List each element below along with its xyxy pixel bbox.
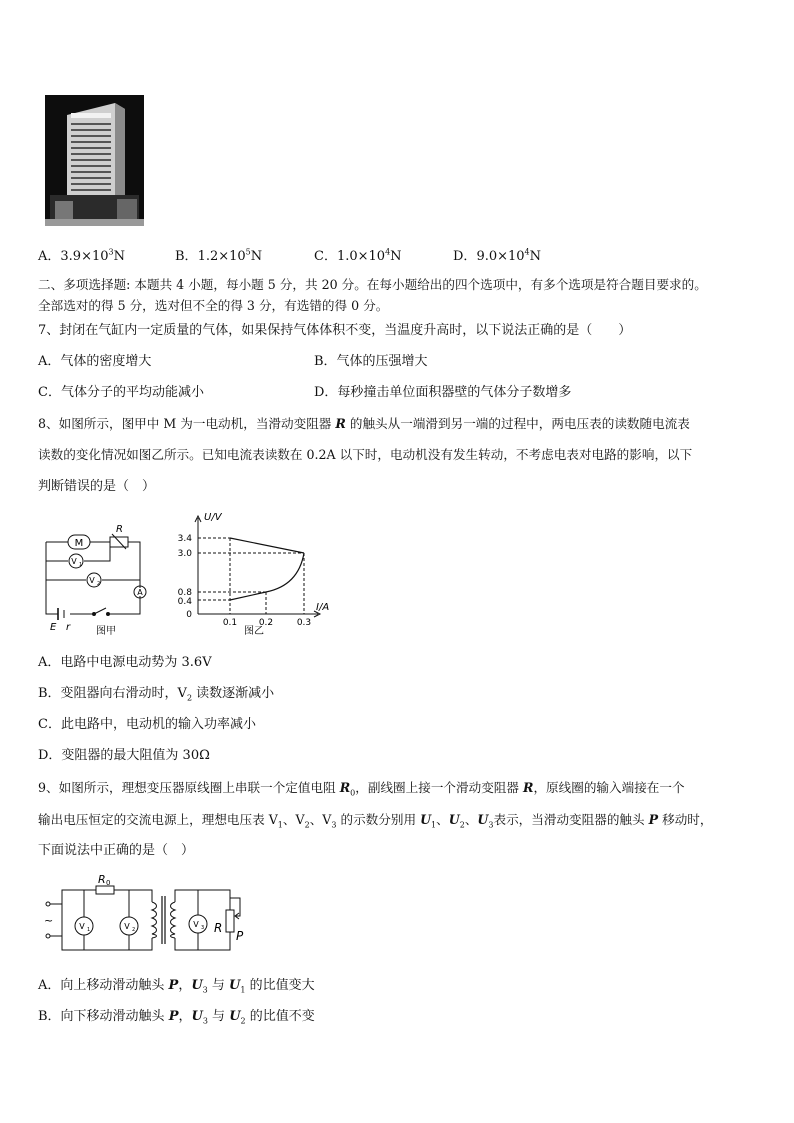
option-exponent: 4 — [385, 247, 391, 257]
q6-option-c[interactable] — [314, 248, 402, 266]
figure-yi-caption: 图乙 — [244, 626, 264, 637]
text: ，原线圈的输入端接在一个 — [533, 780, 685, 795]
q6-option-b[interactable] — [175, 248, 262, 266]
text: 移动时， — [658, 812, 713, 827]
voltmeter-v1-label: V — [79, 922, 85, 931]
origin-label: 0 — [186, 610, 192, 620]
emf-label: E — [50, 622, 57, 633]
section2-line2: 全部选对的得 5 分，选对但不全的得 3 分，有选错的得 0 分。 — [38, 298, 389, 313]
text: 表示，当滑动变阻器的触头 — [493, 812, 649, 827]
text: 、 — [464, 812, 478, 827]
q9-stem-line1 — [38, 779, 685, 797]
q9-stem-line2 — [38, 811, 713, 829]
q7-option-b[interactable]: B．气体的压强增大 — [314, 354, 428, 369]
y-axis-label: U/V — [204, 512, 222, 523]
symbol-u: U — [191, 1009, 203, 1024]
q8-stem-line3: 判断错误的是（ ） — [38, 479, 156, 494]
x-tick: 0.3 — [296, 618, 312, 628]
subscript: 1 — [277, 820, 283, 830]
q7-option-d[interactable]: D．每秒撞击单位面积器壁的气体分子数增多 — [314, 385, 572, 400]
text: 与 — [207, 978, 230, 993]
r0-label: R — [98, 873, 106, 886]
subscript: 3 — [202, 985, 208, 995]
x-tick: 0.1 — [222, 618, 238, 628]
y-tick: 3.0 — [177, 549, 192, 559]
text: 的示数分别用 — [336, 812, 421, 827]
text: ， — [178, 1009, 192, 1024]
q8-option-c[interactable]: C．此电路中，电动机的输入功率减小 — [38, 717, 256, 732]
option-unit: N — [113, 249, 125, 264]
ac-source-symbol: ~ — [44, 914, 54, 927]
symbol-u: U — [229, 978, 241, 993]
symbol-p: P — [648, 812, 659, 827]
option-letter: D． — [453, 249, 477, 264]
q9-option-b[interactable] — [38, 1008, 315, 1026]
text: 读数逐渐减小 — [192, 686, 275, 701]
figure-jia-caption: 图甲 — [96, 626, 116, 637]
option-letter: C． — [314, 249, 337, 264]
symbol-p: P — [168, 1009, 179, 1024]
rheostat-label: R — [116, 524, 123, 535]
option-unit: N — [250, 249, 263, 264]
option-value: 3.9×10 — [60, 249, 109, 264]
subscript: 3 — [488, 820, 494, 830]
text: 9、如图所示，理想变压器原线圈上串联一个定值电阻 — [38, 780, 340, 795]
option-unit: N — [390, 249, 402, 264]
symbol-r: R — [335, 416, 346, 431]
symbol-u: U — [191, 978, 203, 993]
subscript: 3 — [202, 1016, 208, 1026]
symbol-u: U — [229, 1009, 241, 1024]
voltmeter-v3-label: V — [193, 920, 199, 929]
text: 的比值不变 — [245, 1009, 315, 1024]
text: 输出电压恒定的交流电源上，理想电压表 V — [38, 812, 278, 827]
subscript: 2 — [240, 1016, 246, 1026]
x-tick: 0.2 — [258, 618, 274, 628]
text: A．向上移动滑动触头 — [38, 978, 169, 993]
text: 8、如图所示，图甲中 M 为一电动机，当滑动变阻器 — [38, 416, 336, 431]
subscript: 1 — [240, 985, 246, 995]
text: 的比值变大 — [245, 978, 315, 993]
q9-stem-line3: 下面说法中正确的是（ ） — [38, 843, 195, 858]
symbol-r0: R — [339, 780, 351, 795]
q9-option-a[interactable] — [38, 977, 315, 995]
text: ， — [178, 978, 192, 993]
text: ，副线圈上接一个滑动变阻器 — [355, 780, 523, 795]
text: 的触头从一端滑到另一端的过程中，两电压表的读数随电流表 — [345, 416, 690, 431]
option-exponent: 4 — [524, 247, 530, 257]
ammeter-label: A — [137, 588, 143, 597]
y-tick: 0.8 — [177, 588, 192, 598]
symbol-u: U — [448, 812, 460, 827]
text: 、V — [309, 812, 332, 827]
subscript: 3 — [331, 820, 337, 830]
option-value: 9.0×10 — [476, 249, 525, 264]
internal-resistance-label: r — [66, 622, 71, 633]
symbol-u: U — [477, 812, 489, 827]
option-value: 1.0×10 — [336, 249, 386, 264]
voltmeter-v1-label: V — [71, 557, 77, 566]
option-exponent: 5 — [245, 247, 251, 257]
q8-circuit-diagram — [38, 522, 148, 644]
q6-option-d[interactable] — [453, 248, 541, 266]
option-unit: N — [529, 249, 542, 264]
q9-transformer-diagram — [40, 872, 260, 958]
q7-option-a[interactable]: A．气体的密度增大 — [38, 354, 152, 369]
q8-stem-line2: 读数的变化情况如图乙所示。已知电流表读数在 0.2A 以下时，电动机没有发生转动，不考虑电表对电路的影响，以下 — [38, 447, 693, 462]
option-letter: A． — [38, 249, 61, 264]
slider-label: P — [236, 929, 244, 943]
q8-option-b[interactable] — [38, 685, 274, 703]
option-exponent: 3 — [108, 247, 114, 257]
subscript: 2 — [304, 820, 310, 830]
q6-option-a[interactable] — [38, 248, 125, 266]
q7-option-c[interactable]: C．气体分子的平均动能减小 — [38, 385, 204, 400]
symbol-u: U — [420, 812, 432, 827]
subscript: 2 — [459, 820, 465, 830]
q8-option-d[interactable]: D．变阻器的最大阻值为 30Ω — [38, 748, 210, 763]
y-tick: 3.4 — [177, 534, 192, 544]
voltmeter-v2-sub: 2 — [97, 581, 101, 587]
text: 、V — [282, 812, 305, 827]
section2-line1: 二、多项选择题: 本题共 4 小题，每小题 5 分，共 20 分。在每小题给出的四个选项中，有多个选项是符合题目要求的。 — [38, 277, 707, 292]
subscript: 2 — [186, 693, 193, 703]
option-letter: B． — [175, 249, 198, 264]
voltmeter-v1-sub: 1 — [87, 927, 91, 933]
voltmeter-v3-sub: 3 — [201, 925, 205, 931]
symbol-r: R — [522, 780, 534, 795]
text: 与 — [207, 1009, 230, 1024]
building-photo — [45, 95, 144, 226]
subscript: 0 — [350, 788, 356, 798]
x-axis-label: I/A — [316, 602, 330, 613]
q8-option-a[interactable]: A．电路中电源电动势为 3.6V — [38, 655, 212, 670]
symbol-p: P — [168, 978, 179, 993]
motor-label: M — [74, 538, 84, 549]
rheostat-label: R — [214, 921, 223, 935]
text: 、 — [436, 812, 449, 827]
text: B．变阻器向右滑动时，V — [38, 686, 187, 701]
option-value: 1.2×10 — [197, 249, 246, 264]
voltmeter-v1-sub: 1 — [79, 562, 83, 568]
voltmeter-v2-label: V — [124, 922, 130, 931]
voltmeter-v2-label: V — [89, 576, 95, 585]
subscript: 1 — [431, 820, 437, 830]
text: B．向下移动滑动触头 — [38, 1009, 169, 1024]
q8-graph — [168, 506, 338, 646]
y-tick: 0.4 — [177, 597, 192, 607]
q7-stem: 7、封闭在气缸内一定质量的气体，如果保持气体体积不变，当温度升高时，以下说法正确的是（ ） — [38, 323, 632, 338]
r0-subscript: 0 — [106, 879, 111, 887]
voltmeter-v2-sub: 2 — [132, 927, 136, 933]
q8-stem-line1 — [38, 415, 690, 433]
